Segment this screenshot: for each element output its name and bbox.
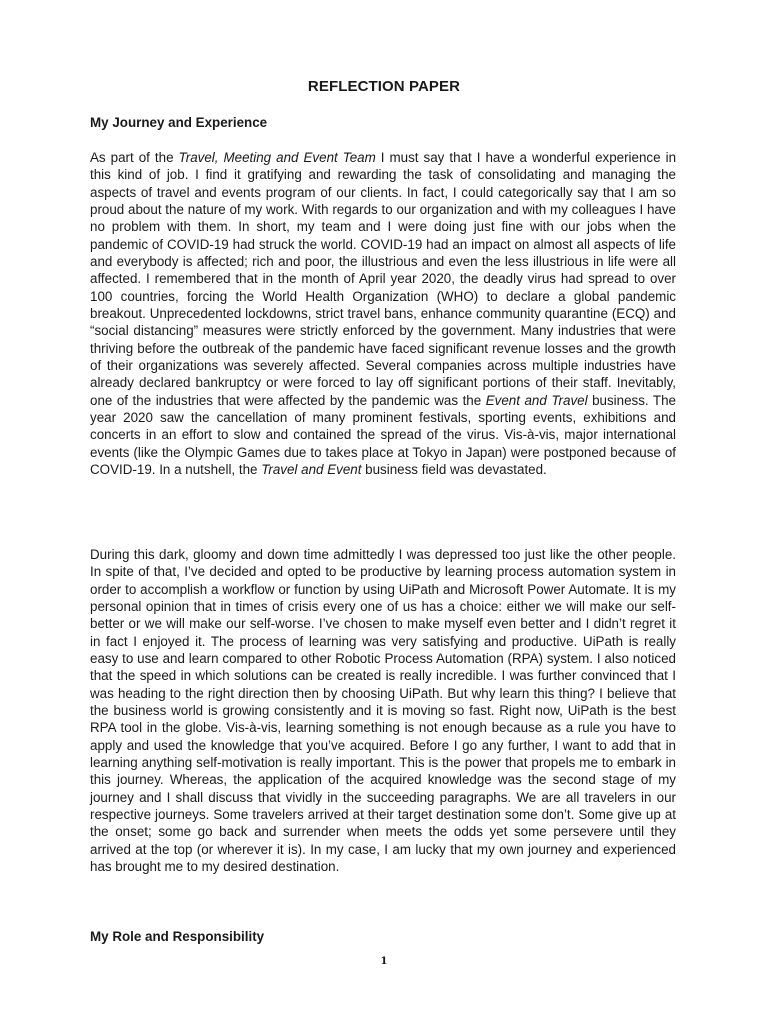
paragraph-text: As part of the (90, 150, 179, 165)
document-title: REFLECTION PAPER (307, 78, 461, 95)
italic-business-name: Travel and Event (261, 461, 362, 477)
paragraph-text: I must say that I have a wonderful experience in this kind of job. I find it gratifying and rewarding the task of consolidating and managing the aspects of travel and events program of our clients. In fact, I could categorically say that I am so proud about the nature of my work. With regards to our organization and with my colleagues I have no problem with them. In short, my team and I were doing just fine with our jobs when the pandemic of COVID-19 had struck the world. COVID-19 had an impact on almost all aspects of life and everybody is affected; rich and poor, the illustrious and even the less illustrious in life were all affected. I remembered that in the month of April year 2020, the deadly virus had spread to over 100 countries, forcing the World Health Organization (WHO) to declare a global pandemic breakout. Unprecedented lockdowns, strict travel bans, enhance community quarantine (ECQ) and “social distancing” measures were strictly enforced by the government. Many industries that were thriving before the outbreak of the pandemic have faced significant revenue losses and the growth of their organizations was severely affected. Several companies across multiple industries have already declared bankruptcy or were forced to lay off significant portions of their staff. Inevitably, one of the industries that were affected by the pandemic was the (90, 150, 677, 408)
page-number: 1 (380, 956, 388, 967)
paragraph-journey-intro (90, 149, 676, 478)
paragraph-text: business. The year 2020 saw the cancellation of many prominent festivals, sporting events, exhibitions and concerts in an effort to slow and contained the spread of the virus. Vis-à-vis, major international events (like the Olympic Games due to takes place at Tokyo in Japan) were postponed because of COVID-19. In a nutshell, the (90, 392, 677, 477)
italic-team-name: Travel, Meeting and Event Team (178, 150, 376, 165)
paragraph-learning-automation: During this dark, gloomy and down time admittedly I was depressed too just like the other people. In spite of that, I’ve decided and opted to be productive by learning process automation system in order to accomplish a workflow or function by using UiPath and Microsoft Power Automate. It is my personal opinion that in times of crisis every one of us has a choice: either we will make our self-better or we will make our self-worse. I’ve chosen to make myself even better and I didn’t regret it in fact I enjoyed it. The process of learning was very satisfying and productive. UiPath is really easy to use and learn compared to other Robotic Process Automation (RPA) system. I also noticed that the speed in which solutions can be created is really incredible. I was further convinced that I was heading to the right direction then by choosing UiPath. But why learn this thing? I believe that the business world is growing consistently and it is moving so fast. Right now, UiPath is the best RPA tool in the globe. Vis-à-vis, learning something is not enough because as a rule you have to apply and used the knowledge that you’ve acquired. Before I go any further, I want to add that in learning anything self-motivation is really important. This is the power that propels me to embark in this journey. Whereas, the application of the acquired knowledge was the second stage of my journey and I shall discuss that vividly in the succeeding paragraphs. We are all travelers in our respective journeys. Some travelers arrived at their target destination some don’t. Some give up at the onset; some go back and surrender when meets the odds yet some persevere until they arrived at the top (or wherever it is). In my case, I am lucky that my own journey and experienced has brought me to my desired destination. (90, 547, 676, 874)
section-heading-role: My Role and Responsibility (90, 929, 265, 944)
paragraph-text: business field was devastated. (361, 461, 547, 477)
section-heading-journey: My Journey and Experience (90, 115, 268, 130)
italic-business-name: Event and Travel (485, 392, 588, 408)
